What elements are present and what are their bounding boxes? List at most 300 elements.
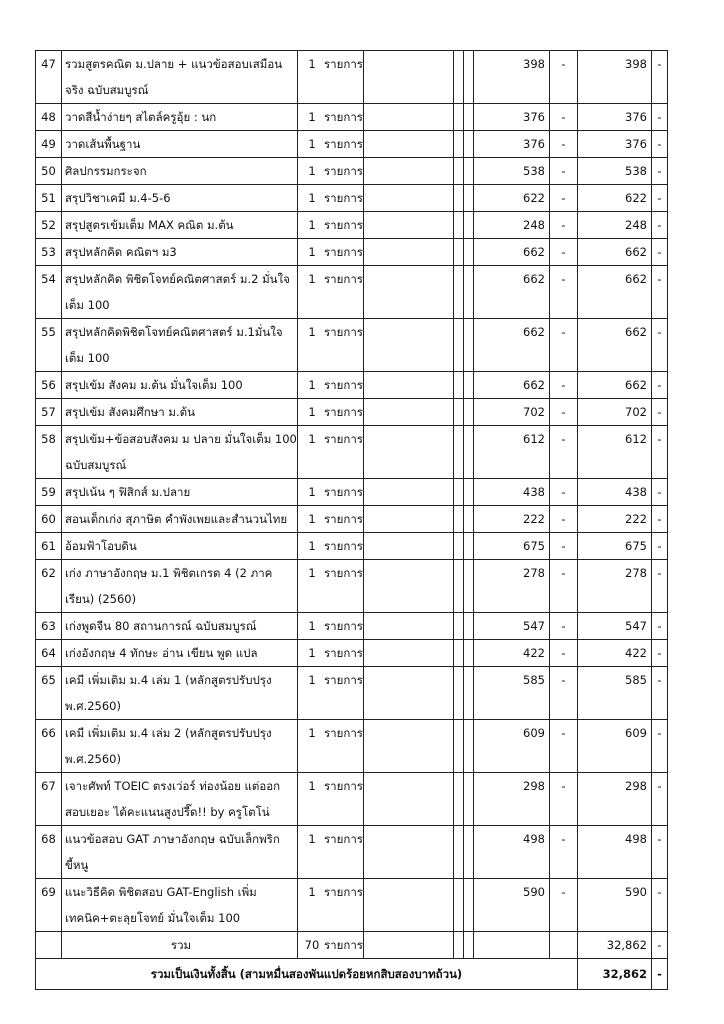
- price-satang: -: [550, 479, 578, 506]
- item-name: สรุปหลักคิดพิชิตโจทย์คณิตศาสตร์ ม.1มั่นใจเต็ม 100: [62, 319, 298, 372]
- table-row: [36, 533, 668, 560]
- item-price: 662: [474, 319, 550, 372]
- quantity-unit: รายการ: [324, 726, 363, 740]
- item-name: สรุปเข้ม+ข้อสอบสังคม ม ปลาย มั่นใจเต็ม 100 ฉบับสมบูรณ์: [62, 426, 298, 479]
- item-blank-3: [464, 131, 474, 158]
- item-blank-2: [454, 131, 464, 158]
- item-amount: 498: [578, 826, 652, 879]
- item-blank-2: [454, 640, 464, 667]
- item-quantity: [298, 185, 364, 212]
- row-number: 48: [36, 104, 62, 131]
- item-name: สรุปวิชาเคมี ม.4-5-6: [62, 185, 298, 212]
- total-qty: 70: [304, 938, 320, 952]
- item-quantity: [298, 399, 364, 426]
- row-number: 64: [36, 640, 62, 667]
- quantity-value: 1: [308, 191, 316, 205]
- grand-total-label: รวมเป็นเงินทั้งสิ้น (สามหมื่นสองพันแปดร้อยหกสิบสองบาทถ้วน): [36, 959, 578, 990]
- item-blank-2: [454, 560, 464, 613]
- item-price: 422: [474, 640, 550, 667]
- table-row: [36, 426, 668, 479]
- item-blank-3: [464, 560, 474, 613]
- price-satang: -: [550, 826, 578, 879]
- item-price: 662: [474, 372, 550, 399]
- item-blank-2: [454, 185, 464, 212]
- price-satang: -: [550, 158, 578, 185]
- item-price: 498: [474, 826, 550, 879]
- row-number: 62: [36, 560, 62, 613]
- price-satang: -: [550, 426, 578, 479]
- item-blank-3: [464, 158, 474, 185]
- item-price: 662: [474, 239, 550, 266]
- item-blank-2: [454, 773, 464, 826]
- item-blank-3: [464, 640, 474, 667]
- table-row: [36, 479, 668, 506]
- table-row: [36, 212, 668, 239]
- amount-satang: -: [652, 613, 668, 640]
- item-quantity: [298, 266, 364, 319]
- table-row: [36, 239, 668, 266]
- row-number: 47: [36, 51, 62, 104]
- item-price: 662: [474, 266, 550, 319]
- item-price: 376: [474, 104, 550, 131]
- item-name: วาดเส้นพื้นฐาน: [62, 131, 298, 158]
- item-amount: 675: [578, 533, 652, 560]
- item-quantity: [298, 158, 364, 185]
- table-row: [36, 560, 668, 613]
- item-blank-1: [364, 185, 454, 212]
- row-number: 50: [36, 158, 62, 185]
- item-amount: 585: [578, 667, 652, 720]
- item-quantity: [298, 640, 364, 667]
- item-blank-1: [364, 479, 454, 506]
- quantity-value: 1: [308, 885, 316, 899]
- price-satang: -: [550, 372, 578, 399]
- price-satang: -: [550, 560, 578, 613]
- quantity-value: 1: [308, 726, 316, 740]
- item-blank-3: [464, 479, 474, 506]
- price-satang: -: [550, 879, 578, 932]
- item-quantity: [298, 372, 364, 399]
- quantity-unit: รายการ: [324, 485, 363, 499]
- quantity-unit: รายการ: [324, 832, 363, 846]
- item-blank-1: [364, 212, 454, 239]
- table-row: [36, 667, 668, 720]
- amount-satang: -: [652, 506, 668, 533]
- table-row: [36, 266, 668, 319]
- item-blank-1: [364, 667, 454, 720]
- quantity-value: 1: [308, 646, 316, 660]
- amount-satang: -: [652, 826, 668, 879]
- item-name: สอนเด็กเก่ง สุภาษิต คำพังเพยและสำนวนไทย: [62, 506, 298, 533]
- quantity-unit: รายการ: [324, 619, 363, 633]
- item-blank-3: [464, 667, 474, 720]
- item-quantity: [298, 506, 364, 533]
- amount-satang: -: [652, 667, 668, 720]
- item-blank-1: [364, 506, 454, 533]
- item-blank-1: [364, 319, 454, 372]
- item-blank-3: [464, 266, 474, 319]
- item-price: 376: [474, 131, 550, 158]
- amount-satang: -: [652, 533, 668, 560]
- quantity-value: 1: [308, 325, 316, 339]
- item-blank-2: [454, 319, 464, 372]
- item-price: 298: [474, 773, 550, 826]
- item-blank-1: [364, 51, 454, 104]
- quantity-unit: รายการ: [324, 378, 363, 392]
- table-row: [36, 399, 668, 426]
- item-quantity: [298, 239, 364, 266]
- item-quantity: [298, 533, 364, 560]
- item-blank-1: [364, 158, 454, 185]
- table-row: [36, 372, 668, 399]
- item-blank-1: [364, 720, 454, 773]
- item-blank-2: [454, 479, 464, 506]
- item-blank-2: [454, 158, 464, 185]
- amount-satang: -: [652, 640, 668, 667]
- row-number: 66: [36, 720, 62, 773]
- total-unit: รายการ: [324, 938, 363, 952]
- item-blank-1: [364, 773, 454, 826]
- item-blank-3: [464, 104, 474, 131]
- quantity-value: 1: [308, 405, 316, 419]
- item-amount: 590: [578, 879, 652, 932]
- row-number: 55: [36, 319, 62, 372]
- item-amount: 547: [578, 613, 652, 640]
- item-quantity: [298, 826, 364, 879]
- item-name: สรุปเน้น ๆ ฟิสิกส์ ม.ปลาย: [62, 479, 298, 506]
- item-amount: 612: [578, 426, 652, 479]
- item-name: เคมี เพิ่มเติม ม.4 เล่ม 2 (หลักสูตรปรับปรุง พ.ศ.2560): [62, 720, 298, 773]
- item-amount: 702: [578, 399, 652, 426]
- item-name: ศิลปกรรมกระจก: [62, 158, 298, 185]
- quantity-value: 1: [308, 566, 316, 580]
- quantity-value: 1: [308, 110, 316, 124]
- row-number: 58: [36, 426, 62, 479]
- quantity-unit: รายการ: [324, 272, 363, 286]
- item-amount: 298: [578, 773, 652, 826]
- item-price: 278: [474, 560, 550, 613]
- quantity-value: 1: [308, 432, 316, 446]
- item-price: 590: [474, 879, 550, 932]
- quantity-unit: รายการ: [324, 566, 363, 580]
- item-amount: 376: [578, 131, 652, 158]
- item-blank-2: [454, 720, 464, 773]
- item-amount: 662: [578, 266, 652, 319]
- item-blank-1: [364, 266, 454, 319]
- item-amount: 248: [578, 212, 652, 239]
- row-number: 68: [36, 826, 62, 879]
- item-name: สรุปเข้ม สังคม ม.ต้น มั่นใจเต็ม 100: [62, 372, 298, 399]
- quantity-value: 1: [308, 218, 316, 232]
- item-blank-3: [464, 239, 474, 266]
- item-blank-3: [464, 185, 474, 212]
- item-blank-2: [454, 426, 464, 479]
- item-amount: 422: [578, 640, 652, 667]
- table-row: [36, 879, 668, 932]
- row-number: 60: [36, 506, 62, 533]
- row-number: 52: [36, 212, 62, 239]
- table-row: [36, 104, 668, 131]
- item-amount: 376: [578, 104, 652, 131]
- item-price: 609: [474, 720, 550, 773]
- item-price: 622: [474, 185, 550, 212]
- amount-satang: -: [652, 104, 668, 131]
- item-name: เจาะศัพท์ TOEIC ตรงเว่อร์ ท่องน้อย แต่ออกสอบเยอะ ได้คะแนนสูงปรี๊ด!! by ครูโตโน่: [62, 773, 298, 826]
- quantity-unit: รายการ: [324, 57, 363, 71]
- table-row: [36, 319, 668, 372]
- item-name: อ้อมฟ้าโอบดิน: [62, 533, 298, 560]
- item-blank-2: [454, 239, 464, 266]
- item-blank-1: [364, 640, 454, 667]
- item-blank-2: [454, 372, 464, 399]
- quantity-value: 1: [308, 779, 316, 793]
- amount-satang: -: [652, 131, 668, 158]
- amount-satang: -: [652, 51, 668, 104]
- price-satang: -: [550, 506, 578, 533]
- quantity-value: 1: [308, 619, 316, 633]
- amount-satang: -: [652, 720, 668, 773]
- item-blank-3: [464, 613, 474, 640]
- row-number: 61: [36, 533, 62, 560]
- item-amount: 438: [578, 479, 652, 506]
- item-blank-1: [364, 879, 454, 932]
- item-quantity: [298, 319, 364, 372]
- price-satang: -: [550, 104, 578, 131]
- row-number: 54: [36, 266, 62, 319]
- item-blank-2: [454, 399, 464, 426]
- grand-total-row: [36, 959, 668, 990]
- amount-satang: -: [652, 212, 668, 239]
- quantity-value: 1: [308, 673, 316, 687]
- item-name: รวมสูตรคณิต ม.ปลาย + แนวข้อสอบเสมือนจริง ฉบับสมบูรณ์: [62, 51, 298, 104]
- item-amount: 222: [578, 506, 652, 533]
- price-satang: -: [550, 51, 578, 104]
- amount-satang: -: [652, 266, 668, 319]
- row-number: 65: [36, 667, 62, 720]
- item-blank-2: [454, 212, 464, 239]
- quantity-value: 1: [308, 164, 316, 178]
- item-quantity: [298, 613, 364, 640]
- order-items-table: [35, 50, 668, 990]
- amount-satang: -: [652, 773, 668, 826]
- item-quantity: [298, 426, 364, 479]
- item-quantity: [298, 773, 364, 826]
- item-blank-2: [454, 266, 464, 319]
- item-blank-2: [454, 51, 464, 104]
- item-name: สรุปหลักคิด คณิตฯ ม3: [62, 239, 298, 266]
- price-satang: -: [550, 266, 578, 319]
- item-name: เคมี เพิ่มเติม ม.4 เล่ม 1 (หลักสูตรปรับปรุง พ.ศ.2560): [62, 667, 298, 720]
- item-quantity: [298, 51, 364, 104]
- item-blank-1: [364, 613, 454, 640]
- item-name: สรุปสูตรเข้มเต็ม MAX คณิต ม.ต้น: [62, 212, 298, 239]
- price-satang: -: [550, 613, 578, 640]
- quantity-value: 1: [308, 512, 316, 526]
- item-quantity: [298, 667, 364, 720]
- quantity-unit: รายการ: [324, 110, 363, 124]
- item-amount: 662: [578, 372, 652, 399]
- item-amount: 622: [578, 185, 652, 212]
- quantity-unit: รายการ: [324, 885, 363, 899]
- item-blank-3: [464, 399, 474, 426]
- item-blank-3: [464, 533, 474, 560]
- quantity-unit: รายการ: [324, 512, 363, 526]
- quantity-unit: รายการ: [324, 673, 363, 687]
- quantity-unit: รายการ: [324, 646, 363, 660]
- item-blank-3: [464, 773, 474, 826]
- price-satang: -: [550, 640, 578, 667]
- item-quantity: [298, 479, 364, 506]
- item-quantity: [298, 212, 364, 239]
- item-blank-2: [454, 533, 464, 560]
- quantity-unit: รายการ: [324, 779, 363, 793]
- item-blank-1: [364, 560, 454, 613]
- item-blank-3: [464, 426, 474, 479]
- item-blank-3: [464, 51, 474, 104]
- price-satang: -: [550, 399, 578, 426]
- table-row: [36, 506, 668, 533]
- table-row: [36, 720, 668, 773]
- item-price: 675: [474, 533, 550, 560]
- item-price: 612: [474, 426, 550, 479]
- price-satang: -: [550, 239, 578, 266]
- item-quantity: [298, 131, 364, 158]
- amount-satang: -: [652, 158, 668, 185]
- item-blank-1: [364, 104, 454, 131]
- item-amount: 609: [578, 720, 652, 773]
- item-quantity: [298, 879, 364, 932]
- item-blank-2: [454, 104, 464, 131]
- quantity-unit: รายการ: [324, 245, 363, 259]
- price-satang: -: [550, 667, 578, 720]
- row-number: 49: [36, 131, 62, 158]
- quantity-unit: รายการ: [324, 218, 363, 232]
- item-quantity: [298, 104, 364, 131]
- item-blank-1: [364, 372, 454, 399]
- quantity-unit: รายการ: [324, 539, 363, 553]
- amount-satang: -: [652, 185, 668, 212]
- item-amount: 278: [578, 560, 652, 613]
- quantity-value: 1: [308, 485, 316, 499]
- item-price: 398: [474, 51, 550, 104]
- item-blank-1: [364, 131, 454, 158]
- item-blank-3: [464, 506, 474, 533]
- quantity-value: 1: [308, 137, 316, 151]
- quantity-value: 1: [308, 272, 316, 286]
- price-satang: -: [550, 131, 578, 158]
- table-row: [36, 131, 668, 158]
- item-price: 702: [474, 399, 550, 426]
- item-blank-1: [364, 826, 454, 879]
- amount-satang: -: [652, 879, 668, 932]
- amount-satang: -: [652, 560, 668, 613]
- item-blank-3: [464, 319, 474, 372]
- amount-satang: -: [652, 319, 668, 372]
- item-price: 248: [474, 212, 550, 239]
- amount-satang: -: [652, 426, 668, 479]
- item-name: เก่งอังกฤษ 4 ทักษะ อ่าน เขียน พูด แปล: [62, 640, 298, 667]
- item-price: 438: [474, 479, 550, 506]
- table-row: [36, 185, 668, 212]
- row-number: 56: [36, 372, 62, 399]
- total-amount: 32,862: [578, 932, 652, 959]
- quantity-unit: รายการ: [324, 137, 363, 151]
- table-row: [36, 613, 668, 640]
- grand-total-dash: -: [652, 959, 668, 990]
- price-satang: -: [550, 533, 578, 560]
- row-number: 59: [36, 479, 62, 506]
- total-dash: -: [652, 932, 668, 959]
- price-satang: -: [550, 720, 578, 773]
- price-satang: -: [550, 773, 578, 826]
- row-number: 57: [36, 399, 62, 426]
- row-number: 69: [36, 879, 62, 932]
- quantity-value: 1: [308, 245, 316, 259]
- item-name: เก่งพูดจีน 80 สถานการณ์ ฉบับสมบูรณ์: [62, 613, 298, 640]
- item-blank-2: [454, 667, 464, 720]
- amount-satang: -: [652, 479, 668, 506]
- item-blank-3: [464, 879, 474, 932]
- price-satang: -: [550, 185, 578, 212]
- price-satang: -: [550, 212, 578, 239]
- item-blank-3: [464, 720, 474, 773]
- item-price: 538: [474, 158, 550, 185]
- quantity-unit: รายการ: [324, 191, 363, 205]
- item-price: 222: [474, 506, 550, 533]
- item-name: วาดสีน้ำง่ายๆ สไตล์ครูอุ้ย : นก: [62, 104, 298, 131]
- table-row: [36, 773, 668, 826]
- item-amount: 662: [578, 319, 652, 372]
- total-label: รวม: [170, 938, 192, 952]
- quantity-value: 1: [308, 539, 316, 553]
- quantity-unit: รายการ: [324, 432, 363, 446]
- item-blank-1: [364, 426, 454, 479]
- total-row: [36, 932, 668, 959]
- item-name: สรุปหลักคิด พิชิตโจทย์คณิตศาสตร์ ม.2 มั่นใจเต็ม 100: [62, 266, 298, 319]
- item-blank-1: [364, 533, 454, 560]
- item-price: 547: [474, 613, 550, 640]
- quantity-unit: รายการ: [324, 325, 363, 339]
- item-blank-3: [464, 212, 474, 239]
- row-number: 63: [36, 613, 62, 640]
- quantity-value: 1: [308, 378, 316, 392]
- item-amount: 398: [578, 51, 652, 104]
- item-quantity: [298, 560, 364, 613]
- item-name: แนวข้อสอบ GAT ภาษาอังกฤษ ฉบับเล็กพริกขี้หนู: [62, 826, 298, 879]
- row-number: 51: [36, 185, 62, 212]
- item-name: แนะวิธีคิด พิชิตสอบ GAT-English เพิ่มเทคนิค+ตะลุยโจทย์ มั่นใจเต็ม 100: [62, 879, 298, 932]
- row-number: 53: [36, 239, 62, 266]
- item-blank-2: [454, 613, 464, 640]
- item-price: 585: [474, 667, 550, 720]
- quantity-value: 1: [308, 57, 316, 71]
- price-satang: -: [550, 319, 578, 372]
- item-blank-3: [464, 826, 474, 879]
- table-row: [36, 640, 668, 667]
- amount-satang: -: [652, 239, 668, 266]
- table-row: [36, 826, 668, 879]
- item-name: สรุปเข้ม สังคมศึกษา ม.ต้น: [62, 399, 298, 426]
- item-quantity: [298, 720, 364, 773]
- table-row: [36, 158, 668, 185]
- amount-satang: -: [652, 372, 668, 399]
- quantity-value: 1: [308, 832, 316, 846]
- item-blank-2: [454, 879, 464, 932]
- item-blank-1: [364, 399, 454, 426]
- item-name: เก่ง ภาษาอังกฤษ ม.1 พิชิตเกรด 4 (2 ภาคเรียน) (2560): [62, 560, 298, 613]
- item-blank-2: [454, 826, 464, 879]
- item-amount: 538: [578, 158, 652, 185]
